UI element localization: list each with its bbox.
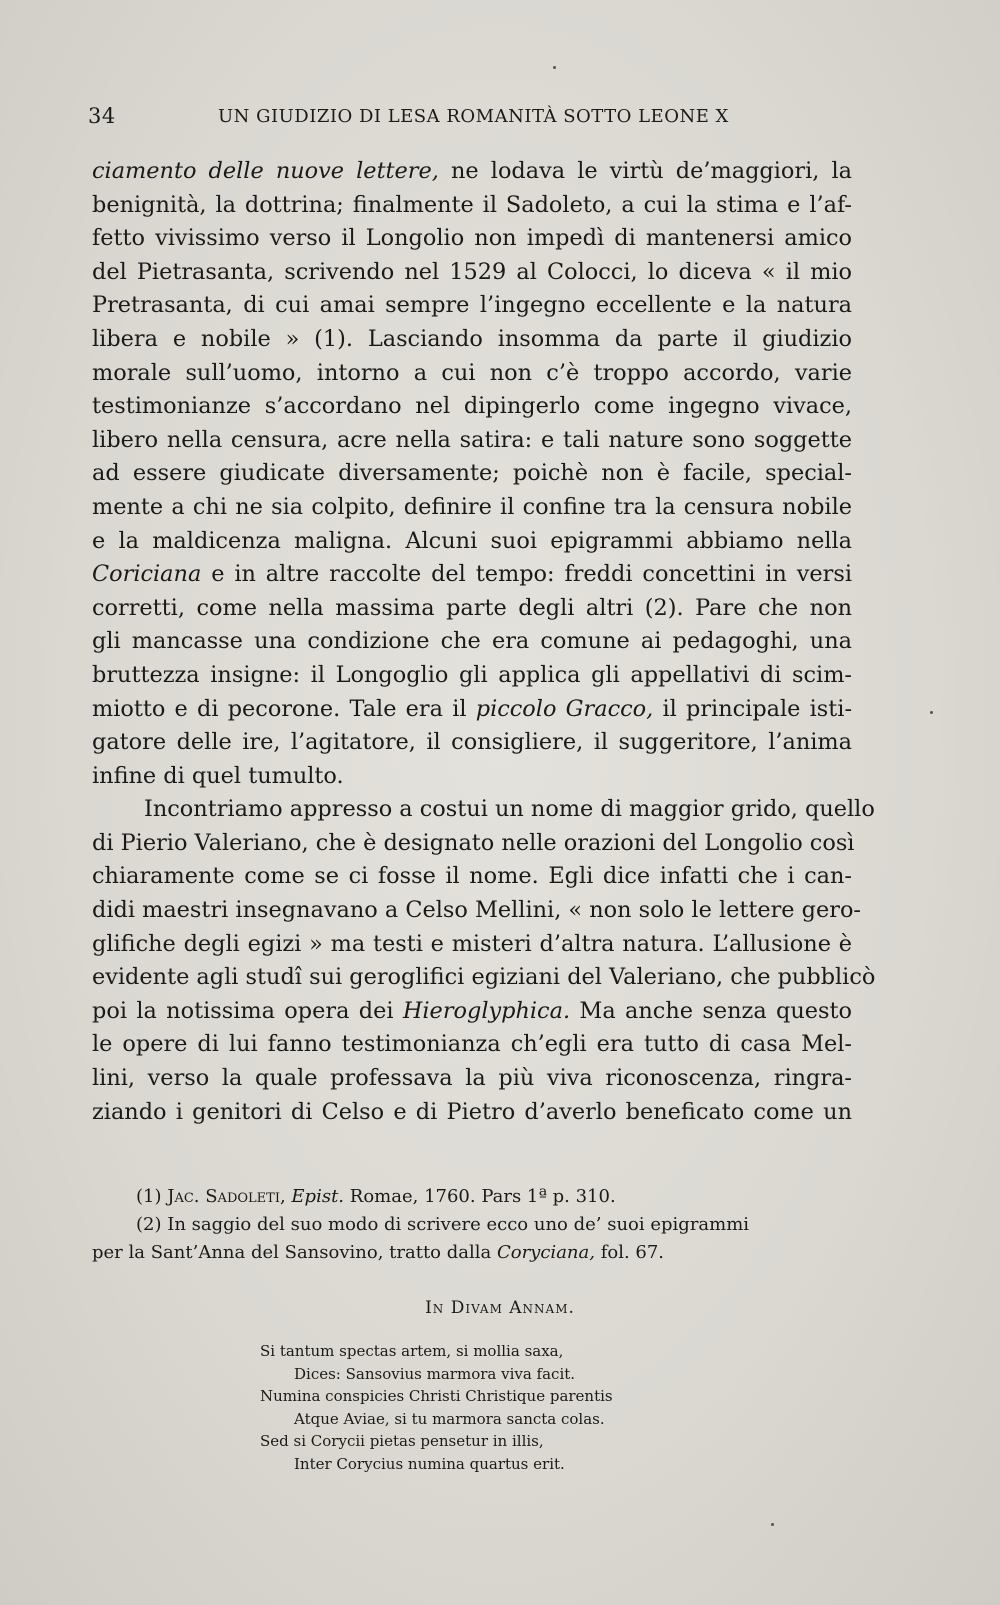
text-segment: Pretrasanta, di cui amai sempre l’ingegno eccellente e la natura bbox=[92, 292, 852, 319]
text-line bbox=[92, 793, 875, 827]
footnote-2-post: fol. 67. bbox=[600, 1242, 665, 1263]
text-line bbox=[92, 1028, 852, 1062]
italic-title: ciamento delle nuove lettere, bbox=[92, 158, 439, 184]
italic-title: Hieroglyphica. bbox=[402, 997, 571, 1024]
italic-title: Coriciana bbox=[92, 561, 202, 588]
print-speck bbox=[930, 711, 933, 714]
poem-line: Dices: Sansovius marmora viva facit. bbox=[294, 1364, 576, 1383]
text-segment: ad essere giudicate diversamente; poichè non è facile, special- bbox=[92, 460, 852, 487]
text-segment: miotto e di pecorone. Tale era il bbox=[92, 695, 476, 722]
text-line bbox=[92, 289, 852, 323]
text-line bbox=[92, 189, 852, 223]
text-segment: le opere di lui fanno testimonianza ch’egli era tutto di casa Mel- bbox=[92, 1031, 852, 1058]
text-line bbox=[92, 558, 852, 592]
footnote-2-pre: per la Sant’Anna del Sansovino, tratto dalla bbox=[92, 1242, 492, 1263]
text-segment: libero nella censura, acre nella satira: e tali nature sono soggette bbox=[92, 426, 852, 453]
text-segment: testimonianze s’accordano nel dipingerlo come ingegno vivace, bbox=[92, 393, 852, 420]
text-segment: del Pietrasanta, scrivendo nel 1529 al Colocci, lo diceva « il mio bbox=[92, 258, 852, 285]
poem-line: Si tantum spectas artem, si mollia saxa, bbox=[260, 1342, 564, 1360]
text-line bbox=[92, 961, 876, 995]
text-line bbox=[92, 592, 852, 626]
text-line bbox=[92, 457, 852, 491]
italic-title: piccolo Gracco, bbox=[475, 695, 654, 722]
paragraph-2 bbox=[92, 793, 876, 1129]
footnote-1-author: Jac. Sadoleti, bbox=[167, 1186, 286, 1207]
text-line bbox=[92, 357, 852, 391]
poem-line: Numina conspicies Christi Christique parentis bbox=[260, 1387, 613, 1406]
text-segment: chiaramente come se ci fosse il nome. Egli dice infatti che i can- bbox=[92, 863, 852, 890]
text-line bbox=[92, 760, 852, 794]
text-line bbox=[92, 827, 855, 861]
text-line bbox=[92, 726, 852, 760]
text-line bbox=[92, 424, 852, 458]
text-line bbox=[92, 323, 852, 357]
poem-line: Sed si Corycii pietas pensetur in illis, bbox=[260, 1432, 544, 1451]
text-segment: Incontriamo appresso a costui un nome di maggior grido, quello bbox=[144, 796, 875, 823]
text-segment: evidente agli studî sui geroglifici egiziani del Valeriano, che pubblicò bbox=[92, 964, 876, 991]
text-segment: di Pierio Valeriano, che è designato nelle orazioni del Longolio così bbox=[92, 829, 855, 856]
text-segment: libera e nobile » (1). Lasciando insomma da parte il giudizio bbox=[92, 325, 852, 352]
footnote-1-rest: Romae, 1760. Pars 1ª p. 310. bbox=[349, 1186, 616, 1207]
text-segment: ziando i genitori di Celso e di Pietro d’averlo beneficato come un bbox=[92, 1098, 852, 1125]
text-segment: morale sull’uomo, intorno a cui non c’è troppo accordo, varie bbox=[92, 359, 852, 386]
print-speck bbox=[771, 1523, 774, 1526]
text-segment: gatore delle ire, l’agitatore, il consigliere, il suggeritore, l’anima bbox=[92, 729, 852, 756]
paragraph-1 bbox=[92, 155, 852, 793]
poem bbox=[260, 1340, 613, 1476]
text-line bbox=[92, 491, 852, 525]
text-line bbox=[92, 390, 852, 424]
text-line bbox=[92, 1096, 852, 1130]
text-line bbox=[92, 155, 852, 189]
text-segment: Ma anche senza questo bbox=[570, 997, 852, 1024]
footnote-2-line-2 bbox=[92, 1239, 852, 1267]
footnote-1 bbox=[92, 1183, 852, 1211]
text-segment: bruttezza insigne: il Longoglio gli applica gli appellativi di scim- bbox=[92, 661, 852, 688]
text-segment: ne lodava le virtù de’maggiori, la bbox=[438, 158, 852, 184]
text-segment: benignità, la dottrina; finalmente il Sadoleto, a cui la stima e l’af- bbox=[92, 191, 852, 218]
poem-line: Inter Corycius numina quartus erit. bbox=[294, 1454, 565, 1473]
body-text bbox=[92, 155, 876, 1129]
text-segment: il principale isti- bbox=[653, 695, 853, 722]
text-segment: poi la notissima opera dei bbox=[92, 997, 403, 1024]
text-line bbox=[92, 256, 852, 290]
text-line bbox=[92, 625, 852, 659]
text-line bbox=[92, 928, 852, 962]
footnote-1-work: Epist. bbox=[291, 1186, 345, 1207]
text-line bbox=[92, 525, 852, 559]
running-head: UN GIUDIZIO DI LESA ROMANITÀ SOTTO LEONE X bbox=[218, 106, 729, 127]
text-line bbox=[92, 659, 852, 693]
text-segment: gli mancasse una condizione che era comune ai pedagoghi, una bbox=[92, 628, 852, 655]
poem-line: Atque Aviae, si tu marmora sancta colas. bbox=[294, 1409, 605, 1428]
text-line bbox=[92, 693, 852, 727]
footnote-2-line-1: (2) In saggio del suo modo di scrivere ecco uno de’ suoi epigrammi bbox=[136, 1214, 750, 1235]
text-segment: mente a chi ne sia colpito, definire il confine tra la censura nobile bbox=[92, 493, 852, 520]
text-line bbox=[92, 894, 862, 928]
text-segment: glifiche degli egizi » ma testi e misteri d’altra natura. L’allusione è bbox=[92, 930, 852, 957]
text-line bbox=[92, 1062, 852, 1096]
text-line bbox=[92, 860, 852, 894]
text-segment: e in altre raccolte del tempo: freddi concettini in versi bbox=[201, 561, 852, 588]
page-number: 34 bbox=[88, 104, 116, 128]
text-segment: fetto vivissimo verso il Longolio non impedì di mantenersi amico bbox=[92, 225, 852, 252]
text-segment: lini, verso la quale professava la più viva riconoscenza, ringra- bbox=[92, 1065, 852, 1092]
text-line bbox=[92, 222, 852, 256]
text-segment: corretti, come nella massima parte degli altri (2). Pare che non bbox=[92, 594, 852, 621]
poem-title: In Divam Annam. bbox=[425, 1298, 575, 1318]
text-segment: infine di quel tumulto. bbox=[92, 762, 344, 789]
footnote-1-number: (1) bbox=[136, 1186, 162, 1207]
text-line bbox=[92, 995, 852, 1029]
print-speck bbox=[553, 66, 556, 69]
footnote-2-work: Coryciana, bbox=[496, 1242, 595, 1263]
text-segment: didi maestri insegnavano a Celso Mellini, « non solo le lettere gero- bbox=[92, 897, 862, 924]
text-segment: e la maldicenza maligna. Alcuni suoi epigrammi abbiamo nella bbox=[92, 527, 852, 554]
footnotes bbox=[92, 1183, 852, 1267]
